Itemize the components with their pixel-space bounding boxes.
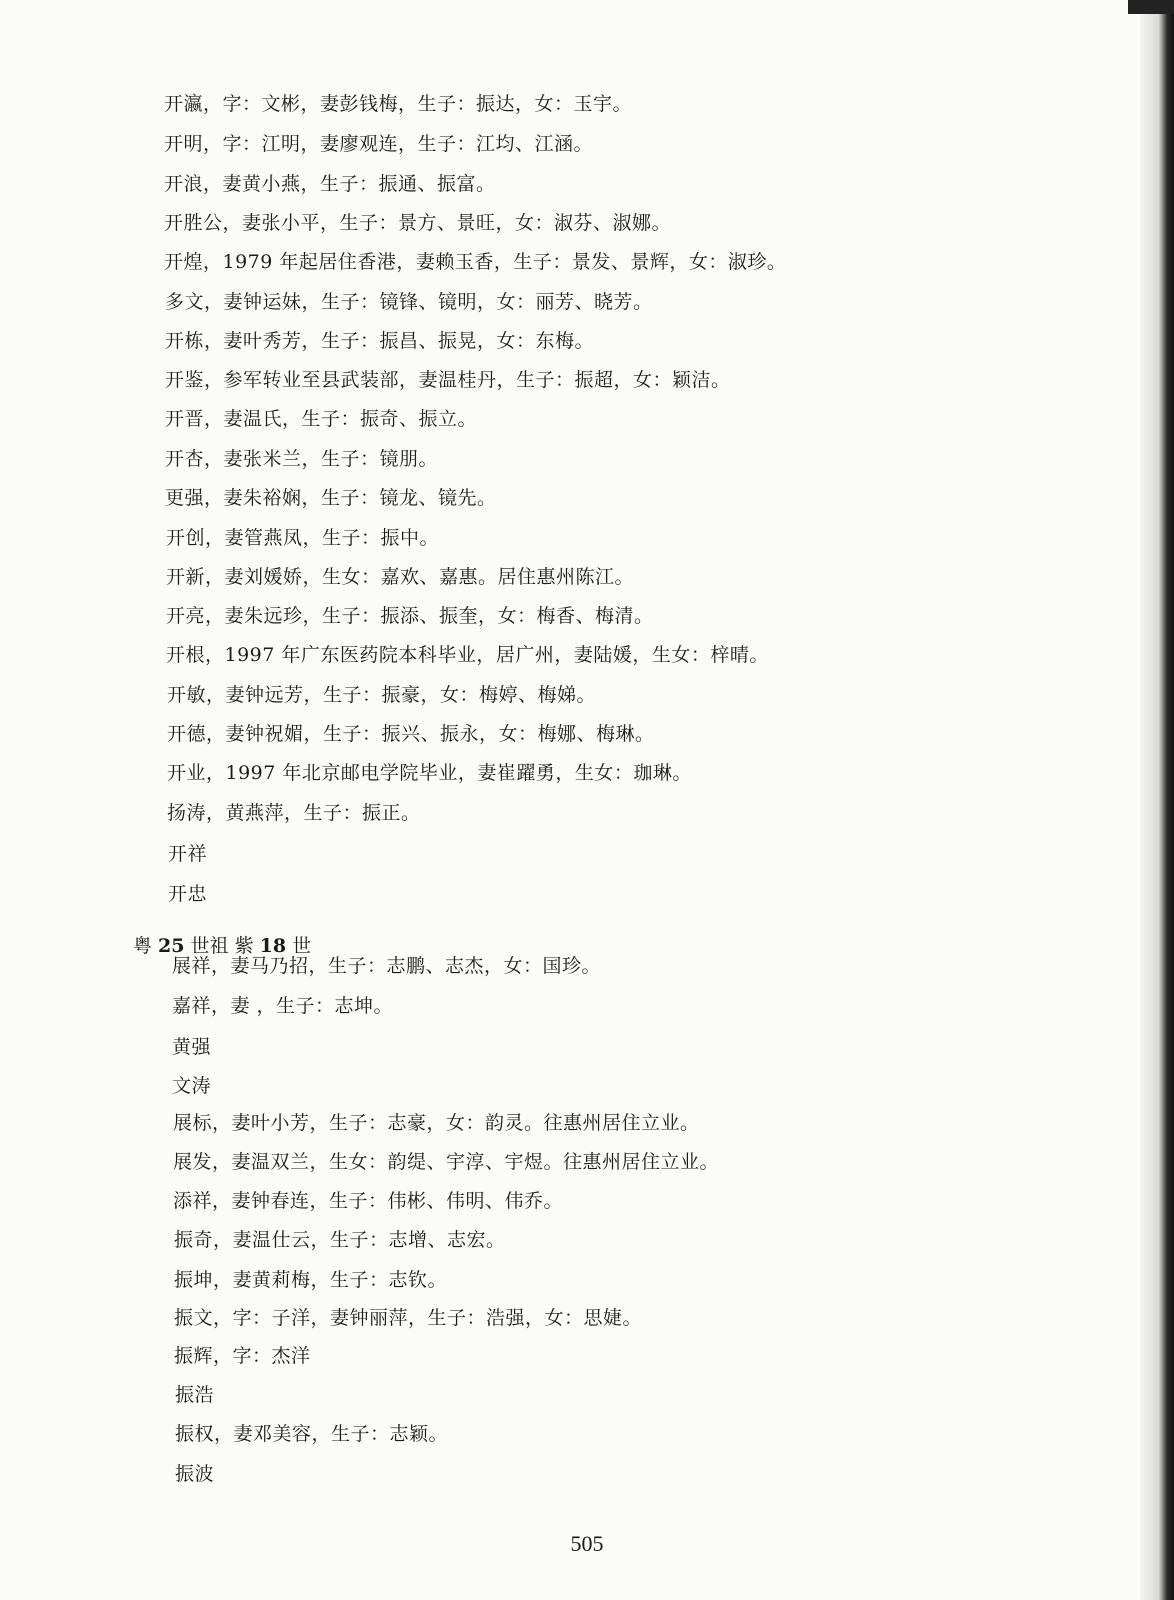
genealogy-entry: 开新，妻刘媛娇，生女：嘉欢、嘉惠。居住惠州陈江。	[166, 566, 635, 588]
genealogy-entry: 文涛	[172, 1075, 212, 1097]
heading-middle: 世祖 紫	[184, 935, 260, 957]
heading-suffix: 世	[286, 935, 312, 957]
genealogy-entry: 振文，字：子洋，妻钟丽萍，生子：浩强，女：思婕。	[174, 1307, 643, 1329]
genealogy-entry: 黄强	[172, 1036, 212, 1058]
genealogy-entry: 展标，妻叶小芳，生子：志豪，女：韵灵。往惠州居住立业。	[173, 1112, 700, 1134]
genealogy-entry: 振波	[175, 1463, 215, 1485]
genealogy-entry: 开创，妻管燕凤，生子：振中。	[166, 527, 440, 549]
genealogy-entry: 展发，妻温双兰，生女：韵缇、宇淳、宇煜。往惠州居住立业。	[173, 1151, 720, 1173]
genealogy-entry: 添祥，妻钟春连，生子：伟彬、伟明、伟乔。	[173, 1190, 564, 1212]
scan-corner-shadow	[1128, 0, 1174, 14]
genealogy-entry: 开晋，妻温氏，生子：振奇、振立。	[165, 408, 478, 430]
genealogy-entry: 嘉祥，妻 ，生子：志坤。	[172, 995, 394, 1017]
genealogy-entry: 开杏，妻张米兰，生子：镜朋。	[165, 448, 439, 470]
genealogy-entry: 开根，1997 年广东医药院本科毕业，居广州，妻陆媛，生女：梓晴。	[166, 644, 769, 666]
genealogy-entry: 开浪，妻黄小燕，生子：振通、振富。	[164, 173, 496, 195]
genealogy-entry: 多文，妻钟运妹，生子：镜锋、镜明，女：丽芳、晓芳。	[165, 291, 653, 313]
genealogy-entry: 开敏，妻钟远芳，生子：振豪，女：梅婷、梅娣。	[167, 684, 597, 706]
genealogy-entry: 开亮，妻朱远珍，生子：振添、振奎，女：梅香、梅清。	[166, 605, 654, 627]
heading-generation-number: 25	[158, 935, 185, 957]
genealogy-entry: 更强，妻朱裕娴，生子：镜龙、镜先。	[165, 487, 497, 509]
genealogy-entry: 振辉，字：杰洋	[174, 1345, 311, 1367]
genealogy-entry: 振奇，妻温仕云，生子：志增、志宏。	[174, 1229, 506, 1251]
genealogy-entry: 开胜公，妻张小平，生子：景方、景旺，女：淑芬、淑娜。	[164, 212, 672, 234]
genealogy-entry: 振权，妻邓美容，生子：志颖。	[175, 1423, 449, 1445]
genealogy-entry: 开栋，妻叶秀芳，生子：振昌、振晃，女：东梅。	[165, 330, 595, 352]
genealogy-entry: 开瀛，字：文彬，妻彭钱梅，生子：振达，女：玉宇。	[164, 93, 633, 115]
heading-generation-number: 18	[259, 935, 287, 957]
scan-edge-shadow	[1140, 0, 1174, 1600]
heading-prefix: 粤	[133, 935, 159, 957]
genealogy-entry: 开忠	[168, 883, 208, 905]
genealogy-entry: 开鉴，参军转业至县武装部，妻温桂丹，生子：振超，女：颖洁。	[165, 369, 731, 391]
genealogy-entry: 开祥	[168, 843, 208, 865]
genealogy-entry: 展祥，妻马乃招，生子：志鹏、志杰，女：国珍。	[172, 955, 602, 977]
genealogy-entry: 开业，1997 年北京邮电学院毕业，妻崔躍勇，生女：珈琳。	[167, 762, 692, 784]
page-number: 505	[570, 1531, 604, 1556]
genealogy-entry: 开煌，1979 年起居住香港，妻赖玉香，生子：景发、景辉，女：淑珍。	[164, 251, 787, 273]
genealogy-entry: 振浩	[175, 1384, 215, 1406]
genealogy-entry: 扬涛，黄燕萍，生子：振正。	[167, 802, 421, 824]
genealogy-entry: 开明，字：江明，妻廖观连，生子：江均、江涵。	[164, 133, 594, 155]
genealogy-entry: 开德，妻钟祝媚，生子：振兴、振永，女：梅娜、梅琳。	[167, 723, 655, 745]
genealogy-entry: 振坤，妻黄莉梅，生子：志钦。	[174, 1269, 448, 1291]
